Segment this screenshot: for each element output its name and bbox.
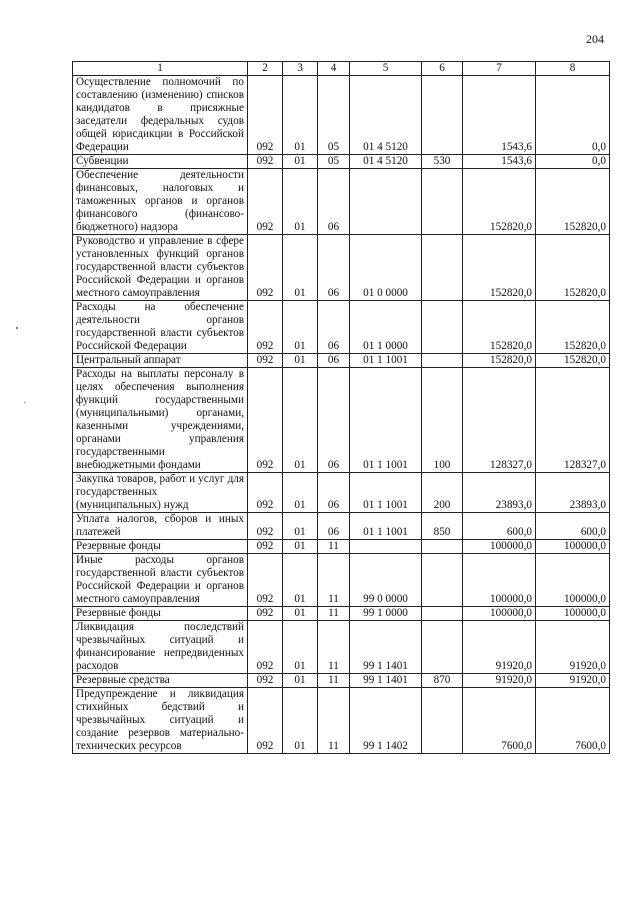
cell-expense-type: 200 <box>422 473 463 513</box>
cell-amount-year2: 91920,0 <box>536 621 610 674</box>
cell-section: 01 <box>283 674 318 688</box>
col-header: 4 <box>318 62 350 76</box>
cell-section: 01 <box>283 688 318 754</box>
cell-name: Предупреждение и ликвидация стихийных бедствий и чрезвычайных ситуаций и создание резервов материально-технических ресурсов <box>73 688 248 754</box>
col-header: 6 <box>422 62 463 76</box>
cell-target-article: 01 1 1001 <box>350 354 422 368</box>
table-row <box>73 540 610 554</box>
table-row <box>73 621 610 674</box>
cell-section: 01 <box>283 155 318 169</box>
cell-expense-type <box>422 235 463 301</box>
col-header: 2 <box>248 62 283 76</box>
cell-name: Центральный аппарат <box>73 354 248 368</box>
cell-ministry: 092 <box>248 540 283 554</box>
table-row <box>73 513 610 540</box>
cell-name: Ликвидация последствий чрезвычайных ситуаций и финансирование непредвиденных расходов <box>73 621 248 674</box>
cell-ministry: 092 <box>248 368 283 473</box>
cell-subsection: 11 <box>318 621 350 674</box>
cell-section: 01 <box>283 621 318 674</box>
cell-amount-year2: 100000,0 <box>536 607 610 621</box>
cell-target-article: 01 4 5120 <box>350 76 422 155</box>
cell-ministry: 092 <box>248 621 283 674</box>
cell-section: 01 <box>283 513 318 540</box>
cell-name: Осуществление полномочий по составлению (изменению) списков кандидатов в присяжные заседатели федеральных судов общей юрисдикции в Российской Федерации <box>73 76 248 155</box>
cell-amount-year2: 152820,0 <box>536 235 610 301</box>
cell-subsection: 06 <box>318 301 350 354</box>
cell-subsection: 06 <box>318 473 350 513</box>
cell-subsection: 06 <box>318 368 350 473</box>
cell-subsection: 06 <box>318 169 350 235</box>
table-row <box>73 354 610 368</box>
cell-amount-year2: 152820,0 <box>536 301 610 354</box>
cell-ministry: 092 <box>248 688 283 754</box>
cell-section: 01 <box>283 540 318 554</box>
cell-ministry: 092 <box>248 235 283 301</box>
cell-ministry: 092 <box>248 76 283 155</box>
cell-target-article <box>350 169 422 235</box>
cell-amount-year1: 152820,0 <box>463 354 536 368</box>
cell-subsection: 11 <box>318 607 350 621</box>
cell-name: Субвенции <box>73 155 248 169</box>
cell-amount-year2: 100000,0 <box>536 540 610 554</box>
cell-expense-type <box>422 169 463 235</box>
cell-ministry: 092 <box>248 473 283 513</box>
cell-ministry: 092 <box>248 155 283 169</box>
cell-expense-type: 870 <box>422 674 463 688</box>
cell-section: 01 <box>283 301 318 354</box>
cell-ministry: 092 <box>248 301 283 354</box>
cell-target-article: 99 1 0000 <box>350 607 422 621</box>
cell-subsection: 05 <box>318 76 350 155</box>
cell-target-article: 99 0 0000 <box>350 554 422 607</box>
cell-amount-year1: 152820,0 <box>463 235 536 301</box>
cell-name: Расходы на обеспечение деятельности органов государственной власти субъектов Российской Федерации <box>73 301 248 354</box>
col-header: 8 <box>536 62 610 76</box>
cell-expense-type <box>422 688 463 754</box>
cell-name: Резервные фонды <box>73 607 248 621</box>
cell-amount-year1: 1543,6 <box>463 155 536 169</box>
cell-target-article: 01 1 1001 <box>350 473 422 513</box>
cell-subsection: 11 <box>318 554 350 607</box>
cell-ministry: 092 <box>248 354 283 368</box>
cell-expense-type <box>422 354 463 368</box>
cell-amount-year1: 152820,0 <box>463 301 536 354</box>
cell-ministry: 092 <box>248 169 283 235</box>
table-row <box>73 155 610 169</box>
cell-amount-year1: 23893,0 <box>463 473 536 513</box>
cell-name: Уплата налогов, сборов и иных платежей <box>73 513 248 540</box>
cell-amount-year2: 100000,0 <box>536 554 610 607</box>
cell-name: Иные расходы органов государственной власти субъектов Российской Федерации и органов местного самоуправления <box>73 554 248 607</box>
table-row <box>73 674 610 688</box>
cell-amount-year2: 128327,0 <box>536 368 610 473</box>
cell-expense-type <box>422 540 463 554</box>
cell-amount-year1: 1543,6 <box>463 76 536 155</box>
table-row <box>73 607 610 621</box>
cell-section: 01 <box>283 368 318 473</box>
cell-subsection: 06 <box>318 513 350 540</box>
cell-name: Резервные средства <box>73 674 248 688</box>
cell-amount-year2: 152820,0 <box>536 169 610 235</box>
cell-amount-year1: 91920,0 <box>463 621 536 674</box>
cell-expense-type: 100 <box>422 368 463 473</box>
col-header: 1 <box>73 62 248 76</box>
cell-amount-year1: 100000,0 <box>463 554 536 607</box>
cell-subsection: 06 <box>318 354 350 368</box>
cell-amount-year2: 152820,0 <box>536 354 610 368</box>
cell-amount-year2: 91920,0 <box>536 674 610 688</box>
cell-section: 01 <box>283 354 318 368</box>
cell-amount-year2: 600,0 <box>536 513 610 540</box>
col-header: 5 <box>350 62 422 76</box>
cell-expense-type <box>422 607 463 621</box>
cell-amount-year1: 7600,0 <box>463 688 536 754</box>
cell-amount-year1: 152820,0 <box>463 169 536 235</box>
cell-ministry: 092 <box>248 554 283 607</box>
table-row <box>73 76 610 155</box>
cell-amount-year2: 7600,0 <box>536 688 610 754</box>
scan-speck <box>24 402 25 403</box>
cell-expense-type <box>422 621 463 674</box>
cell-amount-year1: 100000,0 <box>463 540 536 554</box>
cell-amount-year2: 0,0 <box>536 76 610 155</box>
cell-target-article: 01 0 0000 <box>350 235 422 301</box>
cell-target-article: 99 1 1401 <box>350 674 422 688</box>
cell-name: Обеспечение деятельности финансовых, налоговых и таможенных органов и органов финансового (финансово-бюджетного) надзора <box>73 169 248 235</box>
cell-expense-type <box>422 301 463 354</box>
cell-amount-year2: 23893,0 <box>536 473 610 513</box>
table-row <box>73 473 610 513</box>
cell-target-article: 01 1 0000 <box>350 301 422 354</box>
table-row <box>73 169 610 235</box>
scan-speck <box>16 327 18 329</box>
cell-target-article: 01 1 1001 <box>350 368 422 473</box>
cell-section: 01 <box>283 235 318 301</box>
cell-section: 01 <box>283 607 318 621</box>
table-row <box>73 235 610 301</box>
cell-target-article <box>350 540 422 554</box>
cell-name: Закупка товаров, работ и услуг для государственных (муниципальных) нужд <box>73 473 248 513</box>
cell-subsection: 11 <box>318 688 350 754</box>
cell-name: Расходы на выплаты персоналу в целях обеспечения выполнения функций государственными (муниципальными) органами, казенными учреждениями, органами управления государственными внебюджетными фондами <box>73 368 248 473</box>
cell-expense-type: 850 <box>422 513 463 540</box>
cell-ministry: 092 <box>248 674 283 688</box>
cell-amount-year2: 0,0 <box>536 155 610 169</box>
cell-target-article: 01 1 1001 <box>350 513 422 540</box>
cell-name: Резервные фонды <box>73 540 248 554</box>
table-row <box>73 368 610 473</box>
cell-section: 01 <box>283 169 318 235</box>
cell-target-article: 99 1 1402 <box>350 688 422 754</box>
cell-target-article: 01 4 5120 <box>350 155 422 169</box>
cell-amount-year1: 91920,0 <box>463 674 536 688</box>
cell-expense-type <box>422 76 463 155</box>
page-number: 204 <box>586 32 604 46</box>
cell-amount-year1: 600,0 <box>463 513 536 540</box>
table-row <box>73 554 610 607</box>
cell-amount-year1: 100000,0 <box>463 607 536 621</box>
cell-section: 01 <box>283 554 318 607</box>
cell-target-article: 99 1 1401 <box>350 621 422 674</box>
header-row <box>73 62 610 76</box>
table-row <box>73 688 610 754</box>
cell-expense-type: 530 <box>422 155 463 169</box>
cell-subsection: 06 <box>318 235 350 301</box>
cell-ministry: 092 <box>248 607 283 621</box>
cell-ministry: 092 <box>248 513 283 540</box>
budget-table <box>72 61 610 754</box>
col-header: 3 <box>283 62 318 76</box>
cell-amount-year1: 128327,0 <box>463 368 536 473</box>
cell-expense-type <box>422 554 463 607</box>
table-row <box>73 301 610 354</box>
cell-section: 01 <box>283 76 318 155</box>
cell-subsection: 11 <box>318 674 350 688</box>
cell-subsection: 11 <box>318 540 350 554</box>
cell-subsection: 05 <box>318 155 350 169</box>
cell-name: Руководство и управление в сфере установленных функций органов государственной власти субъектов Российской Федерации и органов местного самоуправления <box>73 235 248 301</box>
col-header: 7 <box>463 62 536 76</box>
cell-section: 01 <box>283 473 318 513</box>
